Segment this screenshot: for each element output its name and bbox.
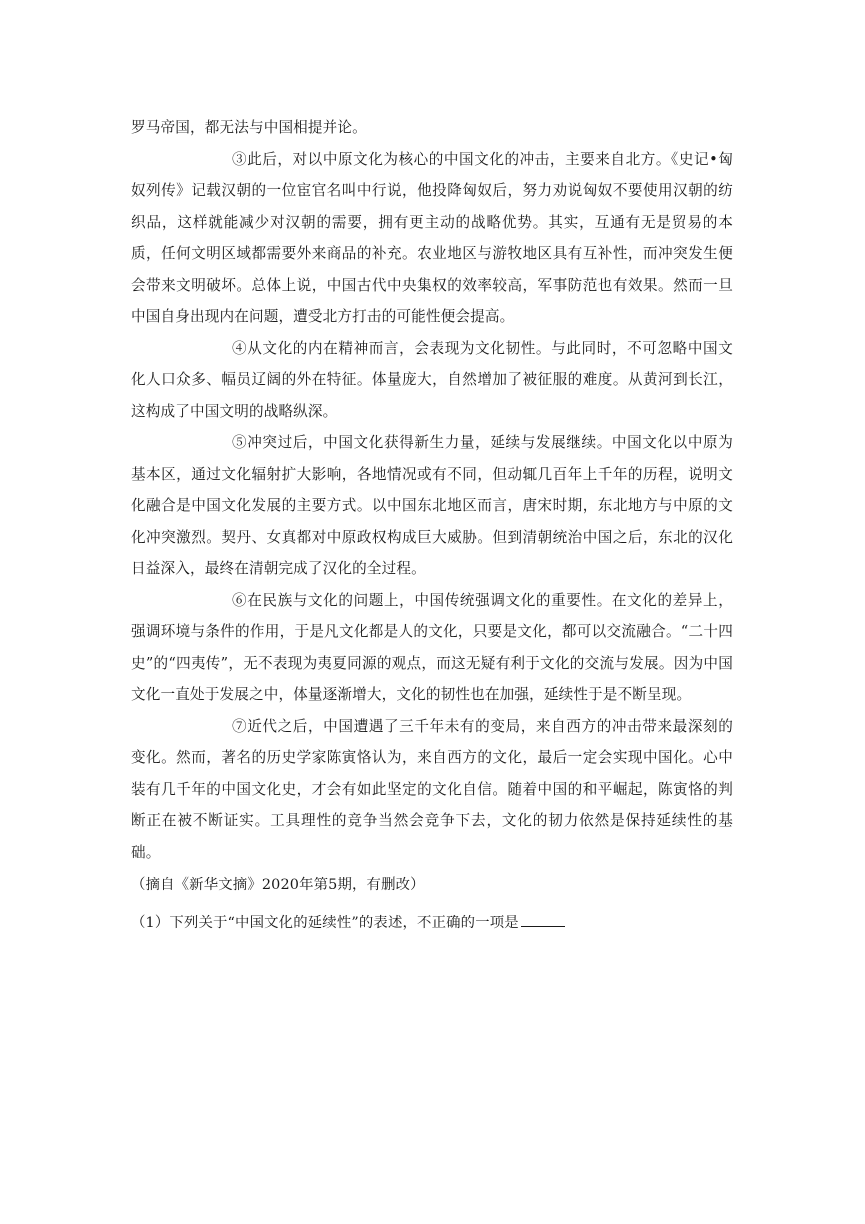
answer-blank[interactable] (521, 912, 565, 927)
paragraph-continuation: 罗马帝国，都无法与中国相提并论。 (131, 119, 367, 136)
paragraph-5: ⑤冲突过后，中国文化获得新生力量，延续与发展继续。中国文化以中原为基本区，通过文化辐射扩大影响，各地情况或有不同，但动辄几百年上千年的历程，说明文化融合是中国文化发展的主要方式。以中国东北地区而言，唐宋时期，东北地方与中原的文化冲突激烈。契丹、女真都对中原政权构成巨大威胁。但到清朝统治中国之后，东北的汉化日益深入，最终在清朝完成了汉化的全过程。 (131, 434, 733, 577)
paragraph-3: ③此后，对以中原文化为核心的中国文化的冲击，主要来自北方。《史记•匈奴列传》记载汉朝的一位宦官名叫中行说，他投降匈奴后，努力劝说匈奴不要使用汉朝的纺织品，这样就能减少对汉朝的需要，拥有更主动的战略优势。其实，互通有无是贸易的本质，任何文明区域都需要外来商品的补充。农业地区与游牧地区具有互补性，而冲突发生便会带来文明破坏。总体上说，中国古代中央集权的效率较高，军事防范也有效果。然而一旦中国自身出现内在问题，遭受北方打击的可能性便会提高。 (131, 150, 733, 325)
paragraph-7: ⑦近代之后，中国遭遇了三千年未有的变局，来自西方的冲击带来最深刻的变化。然而，著名的历史学家陈寅恪认为，来自西方的文化，最后一定会实现中国化。心中装有几千年的中国文化史，才会有如此坚定的文化自信。随着中国的和平崛起，陈寅恪的判断正在被不断证实。工具理性的竞争当然会竞争下去，文化的韧力依然是保持延续性的基础。 (131, 717, 733, 861)
document-page (131, 112, 733, 939)
paragraph-6: ⑥在民族与文化的问题上，中国传统强调文化的重要性。在文化的差异上，强调环境与条件的作用，于是凡文化都是人的文化，只要是文化，都可以交流融合。“二十四史”的“四夷传”，无不表现为夷夏同源的观点，而这无疑有利于文化的交流与发展。因为中国文化一直处于发展之中，体量逐渐增大，文化的韧性也在加强，延续性于是不断呈现。 (131, 591, 733, 703)
question-1 (131, 908, 733, 940)
paragraph-4: ④从文化的内在精神而言，会表现为文化韧性。与此同时，不可忽略中国文化人口众多、幅员辽阔的外在特征。体量庞大，自然增加了被征服的难度。从黄河到长江，这构成了中国文明的战略纵深。 (131, 339, 733, 420)
source-note: （摘自《新华文摘》2020年第5期，有删改） (131, 877, 425, 893)
question-1-text: （1）下列关于“中国文化的延续性”的表述，不正确的一项是 (131, 914, 519, 931)
